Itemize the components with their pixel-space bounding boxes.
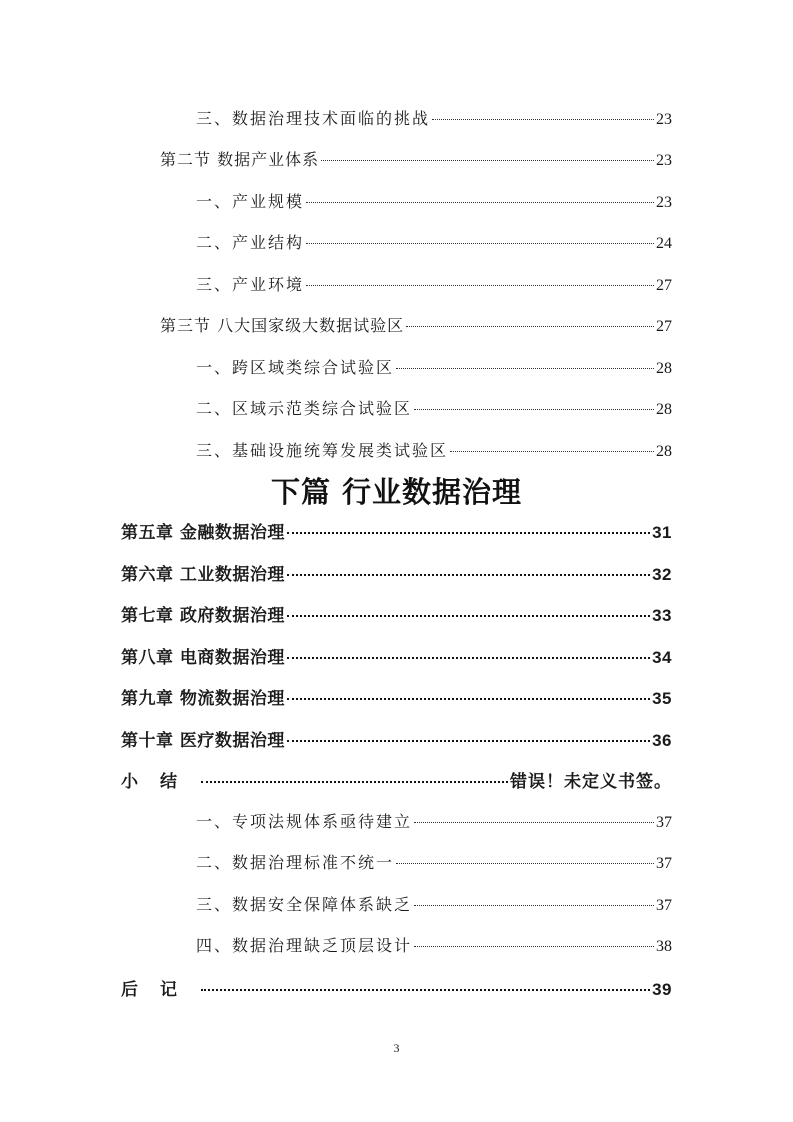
toc-entry[interactable] <box>196 272 672 295</box>
dot-leader <box>306 243 654 244</box>
toc-entry-page: 27 <box>656 318 672 335</box>
toc-chapter-entry[interactable] <box>121 601 672 626</box>
dot-leader <box>414 905 654 906</box>
dot-leader <box>287 698 650 700</box>
dot-leader <box>201 781 508 783</box>
toc-entry-page: 37 <box>656 855 672 872</box>
toc-entry-label: 小结 <box>121 772 199 792</box>
dot-leader <box>432 119 654 120</box>
toc-section-entry[interactable] <box>160 147 672 170</box>
toc-entry-label: 第十章 医疗数据治理 <box>121 731 285 751</box>
toc-chapter-entry[interactable] <box>121 684 672 709</box>
toc-entry-label: 二、区域示范类综合试验区 <box>196 399 413 418</box>
dot-leader <box>287 740 650 742</box>
toc-entry-page: 37 <box>656 814 672 831</box>
toc-entry[interactable] <box>196 396 672 419</box>
dot-leader <box>406 326 654 327</box>
toc-entry[interactable] <box>196 355 672 378</box>
toc-entry-page: 35 <box>652 689 672 708</box>
toc-entry[interactable] <box>196 438 672 461</box>
dot-leader <box>396 863 654 864</box>
toc-entry-page: 28 <box>656 401 672 418</box>
toc-entry-label: 三、基础设施统筹发展类试验区 <box>196 441 449 460</box>
toc-entry-label: 第八章 电商数据治理 <box>121 648 285 668</box>
toc-entry-label: 后记 <box>121 980 199 1000</box>
toc-entry-error-page: 错误！未定义书签。 <box>510 772 672 791</box>
toc-chapter-entry[interactable] <box>121 643 672 668</box>
dot-leader <box>287 532 650 534</box>
toc-afterword-entry[interactable] <box>121 975 672 1000</box>
toc-entry-label: 一、跨区域类综合试验区 <box>196 358 395 377</box>
toc-entry-page: 23 <box>656 111 672 128</box>
dot-leader <box>287 574 650 576</box>
toc-entry-label: 第五章 金融数据治理 <box>121 523 285 543</box>
dot-leader <box>287 615 650 617</box>
toc-entry-label: 第二节 数据产业体系 <box>160 150 320 169</box>
toc-summary-entry[interactable] <box>121 767 672 792</box>
toc-entry-page: 34 <box>652 648 672 667</box>
toc-entry-label: 三、数据治理技术面临的挑战 <box>196 109 431 128</box>
dot-leader <box>306 202 654 203</box>
dot-leader <box>396 368 654 369</box>
toc-entry-page: 28 <box>656 443 672 460</box>
toc-entry[interactable] <box>196 809 672 832</box>
dot-leader <box>287 657 650 659</box>
toc-entry-label: 第七章 政府数据治理 <box>121 606 285 626</box>
toc-entry-page: 23 <box>656 194 672 211</box>
toc-entry-page: 27 <box>656 277 672 294</box>
toc-entry-label: 第三节 八大国家级大数据试验区 <box>160 316 405 335</box>
toc-entry-page: 23 <box>656 152 672 169</box>
toc-entry-page: 32 <box>652 565 672 584</box>
toc-entry-label: 第九章 物流数据治理 <box>121 689 285 709</box>
toc-entry-page: 33 <box>652 606 672 625</box>
toc-entry-label: 第六章 工业数据治理 <box>121 565 285 585</box>
toc-entry-page: 36 <box>652 731 672 750</box>
toc-entry-label: 四、数据治理缺乏顶层设计 <box>196 936 413 955</box>
toc-entry-page: 37 <box>656 897 672 914</box>
dot-leader <box>414 409 654 410</box>
dot-leader <box>414 946 654 947</box>
toc-entry[interactable] <box>196 850 672 873</box>
toc-chapter-entry[interactable] <box>121 518 672 543</box>
toc-entry-label: 二、数据治理标准不统一 <box>196 853 395 872</box>
part-title: 下篇 行业数据治理 <box>270 475 523 509</box>
toc-entry-label: 二、产业结构 <box>196 233 305 252</box>
dot-leader <box>201 989 650 991</box>
toc-entry-page: 38 <box>656 938 672 955</box>
toc-section-entry[interactable] <box>160 313 672 336</box>
toc-entry-label: 三、数据安全保障体系缺乏 <box>196 895 413 914</box>
toc-chapter-entry[interactable] <box>121 560 672 585</box>
toc-entry[interactable] <box>196 933 672 956</box>
dot-leader <box>321 160 654 161</box>
toc-entry-page: 31 <box>652 523 672 542</box>
toc-entry-label: 一、专项法规体系亟待建立 <box>196 812 413 831</box>
dot-leader <box>414 822 654 823</box>
dot-leader <box>306 285 654 286</box>
toc-entry-page: 28 <box>656 360 672 377</box>
toc-entry[interactable] <box>196 189 672 212</box>
toc-entry-page: 39 <box>652 980 672 999</box>
toc-entry-label: 一、产业规模 <box>196 192 305 211</box>
dot-leader <box>450 451 654 452</box>
page-number: 3 <box>393 1041 400 1055</box>
toc-entry[interactable] <box>196 230 672 253</box>
toc-entry[interactable] <box>196 106 672 129</box>
toc-entry-page: 24 <box>656 235 672 252</box>
toc-entry-label: 三、产业环境 <box>196 275 305 294</box>
toc-entry[interactable] <box>196 892 672 915</box>
toc-chapter-entry[interactable] <box>121 726 672 751</box>
